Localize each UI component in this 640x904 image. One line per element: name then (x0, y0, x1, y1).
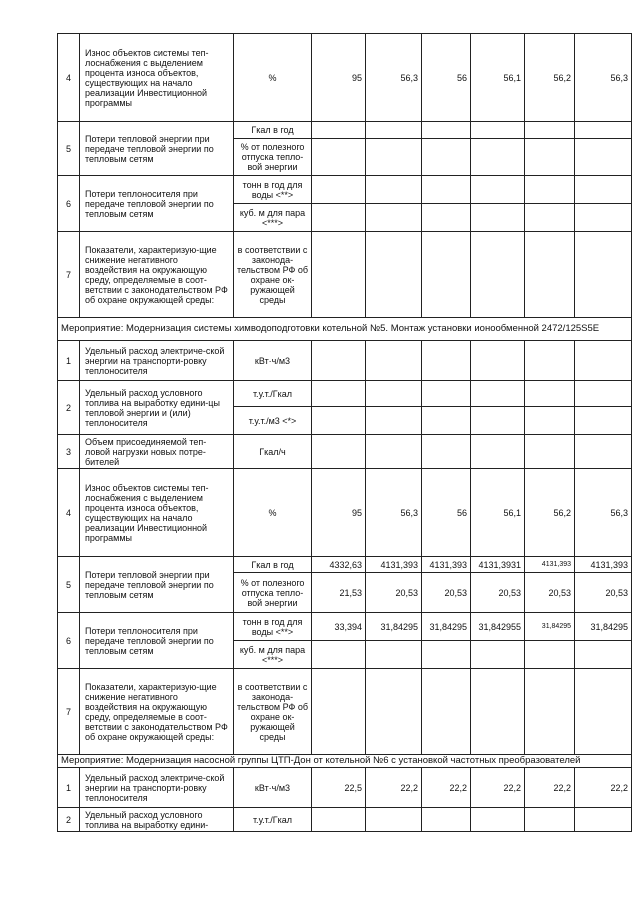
indicator-name: Потери теплоносителя при передаче тепловой энергии по тепловым сетям (80, 176, 234, 232)
unit-cell: кВт·ч/м3 (234, 768, 312, 808)
value-cell: 20,53 (471, 573, 525, 613)
indicator-name: Объем присоединяемой теп-ловой нагрузки новых потре-бителей (80, 435, 234, 469)
unit-cell: % (234, 469, 312, 557)
value-cell: 56 (422, 34, 471, 122)
unit-cell: % (234, 34, 312, 122)
unit-cell: кВт·ч/м3 (234, 341, 312, 381)
table-row (58, 34, 632, 122)
unit-cell: куб. м для пара <***> (234, 204, 312, 232)
value-cell: 4131,3931 (471, 557, 525, 573)
indicator-name: Потери теплоносителя при передаче тепловой энергии по тепловым сетям (80, 613, 234, 669)
unit-cell: в соответствии с законода-тельством РФ об охране ок-ружающей среды (234, 669, 312, 755)
unit-cell: % от полезного отпуска тепло-вой энергии (234, 573, 312, 613)
value-cell: 4131,393 (575, 557, 632, 573)
indicator-name: Потери тепловой энергии при передаче тепловой энергии по тепловым сетям (80, 122, 234, 176)
value-cell: 22,5 (312, 768, 366, 808)
table-row (58, 435, 632, 469)
value-cell: 4131,393 (422, 557, 471, 573)
value-cell: 56,3 (366, 34, 422, 122)
indicator-name: Износ объектов системы теп-лоснабжения с выделением процента износа объектов, существующих на начало реализации Инвестиционной программы (80, 34, 234, 122)
value-cell: 22,2 (366, 768, 422, 808)
indicator-name: Удельный расход условного топлива на выработку едини-цы тепловой энергии и (или) теплоносителя (80, 381, 234, 435)
unit-cell: в соответствии с законода-тельством РФ об охране ок-ружающей среды (234, 232, 312, 318)
value-cell: 22,2 (575, 768, 632, 808)
row-number: 2 (58, 808, 80, 832)
row-number: 6 (58, 613, 80, 669)
value-cell: 4131,393 (366, 557, 422, 573)
indicator-name: Потери тепловой энергии при передаче тепловой энергии по тепловым сетям (80, 557, 234, 613)
value-cell: 4131,393 (525, 557, 575, 573)
value-cell: 31,84295 (422, 613, 471, 641)
table-row (58, 318, 632, 341)
value-cell: 22,2 (471, 768, 525, 808)
value-cell: 33,394 (312, 613, 366, 641)
indicator-name: Показатели, характеризую-щие снижение негативного воздействия на окружающую среду, определяемые в соот-ветствии с законодательством РФ об охране окружающей среды: (80, 232, 234, 318)
table-row (58, 469, 632, 557)
unit-cell: Гкал в год (234, 557, 312, 573)
value-cell: 20,53 (422, 573, 471, 613)
table-row (58, 381, 632, 407)
unit-cell: % от полезного отпуска теплo-вой энергии (234, 139, 312, 176)
row-number: 2 (58, 381, 80, 435)
row-number: 5 (58, 122, 80, 176)
measure-header: Мероприятие: Модернизация насосной группы ЦТП-Дон от котельной №6 с установкой частотных преобразователей (58, 755, 632, 768)
value-cell: 56 (422, 469, 471, 557)
row-number: 1 (58, 341, 80, 381)
row-number: 3 (58, 435, 80, 469)
row-number: 7 (58, 669, 80, 755)
value-cell: 20,53 (525, 573, 575, 613)
table-row (58, 341, 632, 381)
table-row (58, 176, 632, 204)
table-row (58, 557, 632, 573)
value-cell: 56,1 (471, 469, 525, 557)
unit-cell: тонн в год для воды <**> (234, 176, 312, 204)
unit-cell: тонн в год для воды <**> (234, 613, 312, 641)
table-row (58, 808, 632, 832)
table-row (58, 768, 632, 808)
value-cell: 31,84295 (525, 613, 575, 641)
unit-cell: т.у.т./м3 <*> (234, 407, 312, 435)
value-cell: 21,53 (312, 573, 366, 613)
indicator-name: Удельный расход условного топлива на выработку едини- (80, 808, 234, 832)
row-number: 6 (58, 176, 80, 232)
row-number: 5 (58, 557, 80, 613)
value-cell: 22,2 (422, 768, 471, 808)
row-number: 7 (58, 232, 80, 318)
unit-cell: Гкал/ч (234, 435, 312, 469)
table-row (58, 232, 632, 318)
unit-cell: т.у.т./Гкал (234, 381, 312, 407)
value-cell: 95 (312, 469, 366, 557)
measure-header: Мероприятие: Модернизация системы химводоподготовки котельной №5. Монтаж установки ионообменной 2472/125S5E (58, 318, 632, 341)
value-cell: 56,2 (525, 34, 575, 122)
value-cell: 22,2 (525, 768, 575, 808)
value-cell: 56,2 (525, 469, 575, 557)
indicator-name: Удельный расход электриче-ской энергии на транспорти-ровку теплоносителя (80, 341, 234, 381)
value-cell: 20,53 (575, 573, 632, 613)
indicator-name: Показатели, характеризую-щие снижение негативного воздействия на окружающую среду, определяемые в соот-ветствии с законодательством РФ об охране окружающей среды: (80, 669, 234, 755)
indicator-name: Износ объектов системы теп-лоснабжения с выделением процента износа объектов, существующих на начало реализации Инвестиционной программы (80, 469, 234, 557)
row-number: 1 (58, 768, 80, 808)
value-cell: 56,3 (575, 34, 632, 122)
value-cell: 4332,63 (312, 557, 366, 573)
unit-cell: Гкал в год (234, 122, 312, 139)
table-row (58, 613, 632, 641)
value-cell: 56,3 (575, 469, 632, 557)
table-row (58, 122, 632, 139)
indicator-name: Удельный расход электриче-ской энергии на транспорти-ровку теплоносителя (80, 768, 234, 808)
table-row (58, 669, 632, 755)
row-number: 4 (58, 34, 80, 122)
value-cell: 56,1 (471, 34, 525, 122)
row-number: 4 (58, 469, 80, 557)
table-row (58, 755, 632, 768)
value-cell: 56,3 (366, 469, 422, 557)
unit-cell: куб. м для пара <***> (234, 641, 312, 669)
investment-indicators-table (57, 33, 632, 832)
value-cell: 20,53 (366, 573, 422, 613)
value-cell: 31,842955 (471, 613, 525, 641)
unit-cell: т.у.т./Гкал (234, 808, 312, 832)
value-cell: 95 (312, 34, 366, 122)
value-cell: 31,84295 (575, 613, 632, 641)
value-cell: 31,84295 (366, 613, 422, 641)
